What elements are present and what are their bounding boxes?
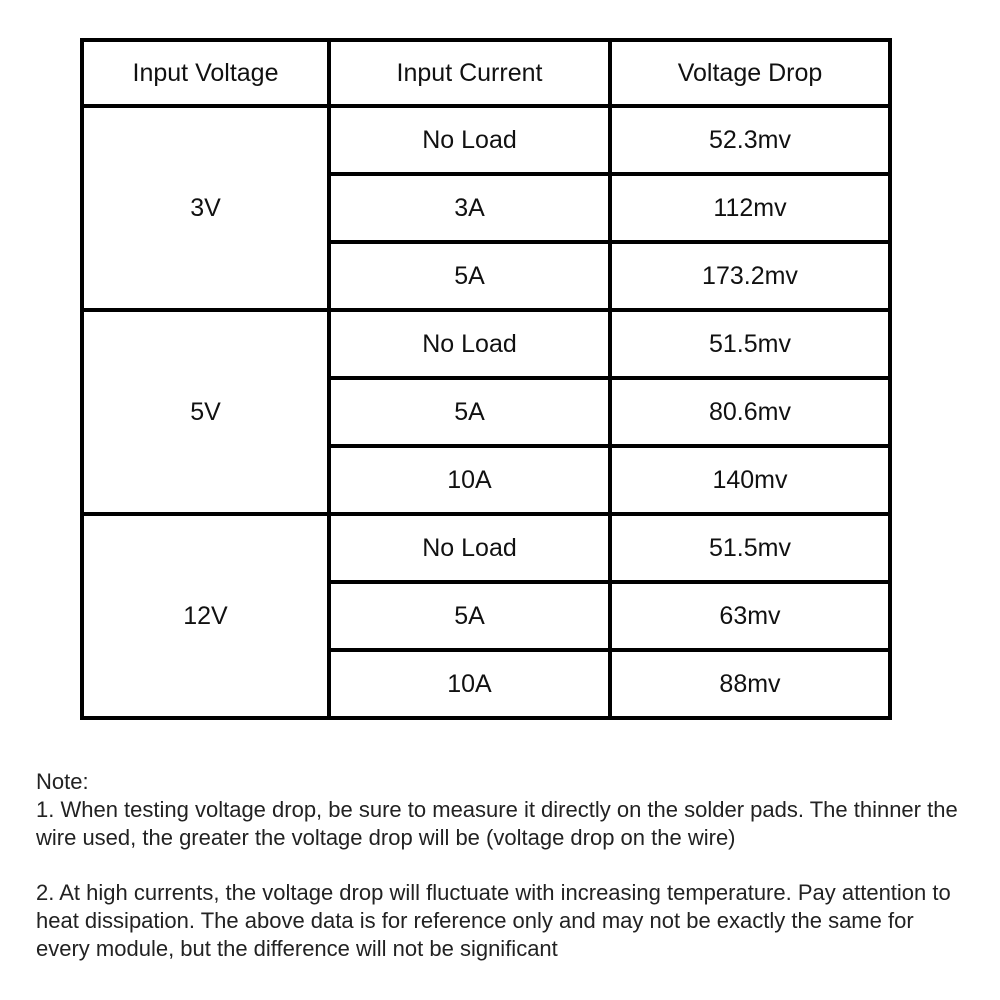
note-item-1: 1. When testing voltage drop, be sure to measure it directly on the solder pads. The thinner the wire used, the greater the voltage drop will be (voltage drop on the wire) bbox=[36, 797, 958, 850]
drop-cell: 88mv bbox=[610, 650, 890, 718]
current-cell: 5A bbox=[329, 242, 610, 310]
drop-cell: 112mv bbox=[610, 174, 890, 242]
drop-cell: 63mv bbox=[610, 582, 890, 650]
notes-section bbox=[36, 768, 964, 963]
table-row bbox=[82, 106, 890, 174]
current-cell: No Load bbox=[329, 106, 610, 174]
table-row bbox=[82, 514, 890, 582]
header-input-current: Input Current bbox=[329, 40, 610, 106]
header-input-voltage: Input Voltage bbox=[82, 40, 329, 106]
note-item-2: 2. At high currents, the voltage drop will fluctuate with increasing temperature. Pay attention to heat dissipation. The above data is for reference only and may not be exactly the same for every module, but the difference will not be significant bbox=[36, 880, 951, 961]
current-cell: 5A bbox=[329, 378, 610, 446]
drop-cell: 52.3mv bbox=[610, 106, 890, 174]
note-label: Note: bbox=[36, 769, 89, 794]
table-header-row bbox=[82, 40, 890, 106]
drop-cell: 140mv bbox=[610, 446, 890, 514]
drop-cell: 51.5mv bbox=[610, 514, 890, 582]
voltage-group-cell-12v: 12V bbox=[82, 514, 329, 718]
current-cell: 3A bbox=[329, 174, 610, 242]
current-cell: 5A bbox=[329, 582, 610, 650]
current-cell: No Load bbox=[329, 514, 610, 582]
table-row bbox=[82, 310, 890, 378]
voltage-drop-table bbox=[80, 38, 892, 720]
current-cell: 10A bbox=[329, 650, 610, 718]
drop-cell: 173.2mv bbox=[610, 242, 890, 310]
drop-cell: 51.5mv bbox=[610, 310, 890, 378]
current-cell: 10A bbox=[329, 446, 610, 514]
current-cell: No Load bbox=[329, 310, 610, 378]
voltage-group-cell-3v: 3V bbox=[82, 106, 329, 310]
header-voltage-drop: Voltage Drop bbox=[610, 40, 890, 106]
drop-cell: 80.6mv bbox=[610, 378, 890, 446]
voltage-group-cell-5v: 5V bbox=[82, 310, 329, 514]
